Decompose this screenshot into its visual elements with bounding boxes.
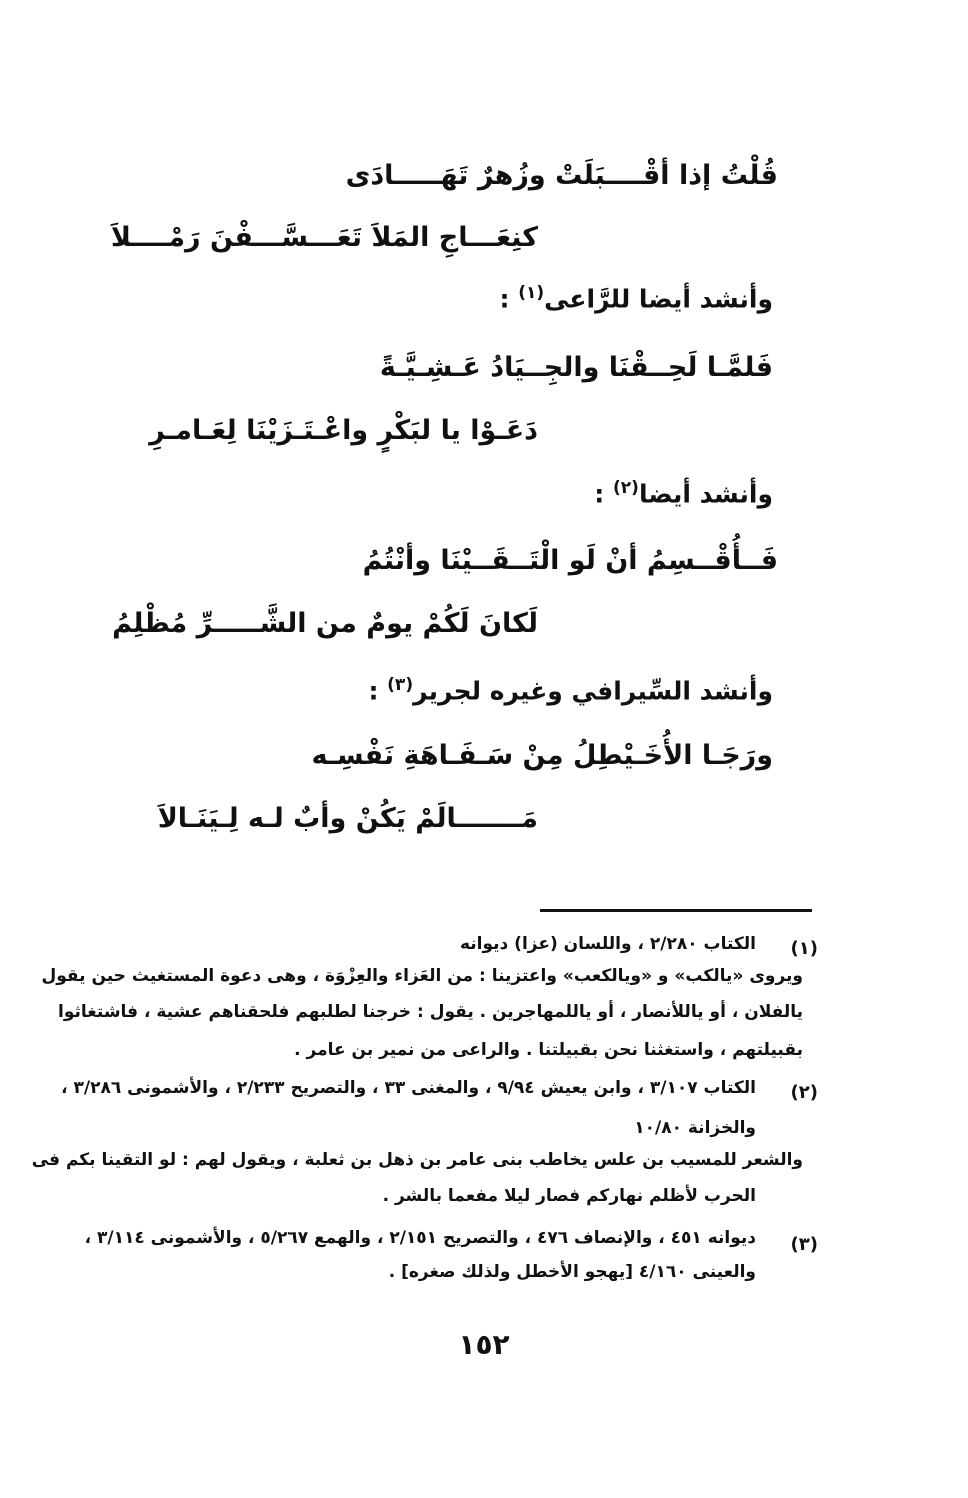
footnote-line: ويروى «يالكب» و «ويالكعب» واعتزينا : من العَزاء والعِزْوَة ، وهى دعوة المستغيث حين يقول: [41, 966, 803, 986]
footnote-number: (١): [790, 938, 818, 959]
intro-colon: :: [499, 284, 519, 314]
verse-line: دَعَـوْا يا لبَكْرٍ واعْـتَـزَيْنَا لِعَـامـرِ: [149, 415, 538, 446]
intro-text: وأنشد أيضا: [638, 479, 773, 509]
footnote-separator: [540, 909, 812, 912]
verse-line: لَكانَ لَكُمْ يومٌ من الشَّـــــرِّ مُظْلِمُ: [112, 608, 538, 639]
footnote-number: (٢): [790, 1082, 818, 1103]
verse-line: فَلمَّـا لَحِــقْنَا والجِــيَادُ عَـشِـيَّـةً: [379, 352, 773, 383]
footnote-number: (٣): [790, 1234, 818, 1255]
footnote-line: والخزانة ١٠/٨٠: [634, 1118, 756, 1138]
verse-line: ورَجَـا الأُخَـيْطِلُ مِنْ سَـفَـاهَةِ نَفْسِـه: [311, 740, 773, 771]
footnote-line: ديوانه ٤٥١ ، والإنصاف ٤٧٦ ، والتصريح ٢/١٥١ ، والهمع ٥/٢٦٧ ، والأشمونى ٣/١١٤ ،: [84, 1228, 756, 1248]
intro-colon: :: [368, 676, 388, 706]
verse-line: مَـــــــالَمْ يَكُنْ وأبٌ لـه لِـيَنَـالاَ: [157, 803, 538, 834]
intro-colon: :: [594, 479, 613, 509]
footnote-marker: (١): [518, 283, 545, 303]
intro-text: وأنشد أيضا للرَّاعى: [544, 284, 773, 314]
footnote-line: الحرب لأظلم نهاركم فصار ليلا مفعما بالشر .: [382, 1186, 756, 1206]
quotation-intro: [594, 478, 773, 508]
footnote-line: بقبيلتهم ، واستغثنا نحن بقبيلتنا . والراعى من نمير بن عامر .: [294, 1040, 803, 1060]
quotation-intro: [499, 283, 773, 313]
footnote-line: الكتاب ٢/٢٨٠ ، واللسان (عزا) ديوانه: [459, 934, 756, 954]
intro-text: وأنشد السِّيرافي وغيره لجرير: [413, 676, 773, 706]
footnote-line: الكتاب ٣/١٠٧ ، وابن يعيش ٩/٩٤ ، والمغنى ٣٣ ، والتصريح ٢/٢٣٣ ، والأشمونى ٣/٢٨٦ ،: [61, 1078, 756, 1098]
page-number: ١٥٢: [458, 1328, 510, 1361]
footnote-line: والشعر للمسيب بن علس يخاطب بنى عامر بن ذهل بن ثعلبة ، ويقول لهم : لو التقينا بكم فى: [31, 1150, 803, 1170]
footnote-marker: (٣): [387, 675, 414, 695]
quotation-intro: [368, 675, 773, 705]
footnote-line: يالفلان ، أو ياللأنصار ، أو ياللمهاجرين . يقول : خرجنا لطلبهم فلحقناهم عشية ، فاشتغاثوا: [58, 1002, 803, 1022]
footnote-marker: (٢): [612, 478, 639, 498]
verse-line: فَــأُقْــسِمُ أنْ لَو الْتَــقَــيْنَا وأنْتُمُ: [362, 545, 778, 576]
verse-line: كنِعَـــاجِ المَلاَ تَعَـــسَّـــفْنَ رَمْــــلاَ: [110, 222, 538, 253]
verse-line: قُلْتُ إذا أقْــــبَلَتْ وزُهرٌ تَهَـــــادَى: [345, 160, 778, 191]
footnote-line: والعينى ٤/١٦٠ [يهجو الأخطل ولذلك صغره] .: [388, 1262, 756, 1282]
